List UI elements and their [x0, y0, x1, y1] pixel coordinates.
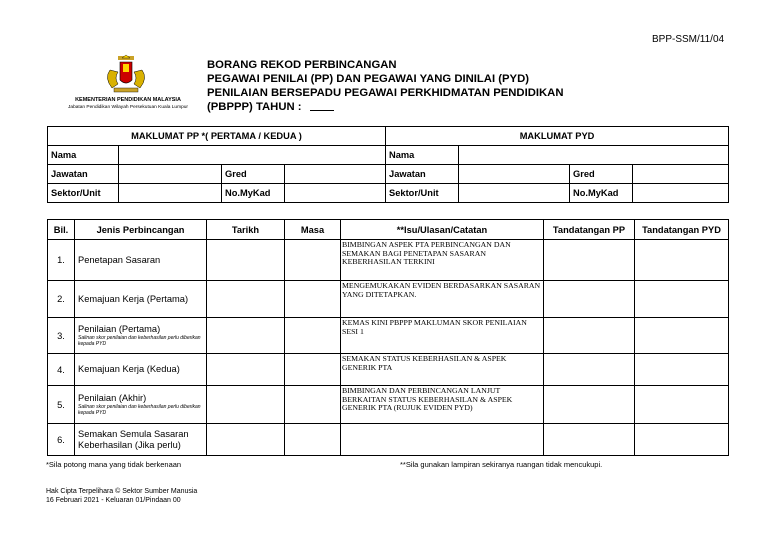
pyd-info-header: MAKLUMAT PYD [386, 127, 729, 146]
topic-label: Penilaian (Pertama) [78, 324, 161, 334]
tarikh-field[interactable] [207, 424, 285, 456]
discussion-header-row [48, 220, 729, 240]
row-topic [75, 424, 207, 456]
issue-text[interactable]: SEMAKAN STATUS KEBERHASILAN & ASPEK GENERIK PTA [341, 354, 544, 386]
title-line-4: (PBPPP) TAHUN : [207, 101, 302, 113]
pp-info-header: MAKLUMAT PP *( PERTAMA / KEDUA ) [48, 127, 386, 146]
header-masa: Masa [285, 220, 341, 240]
tarikh-field[interactable] [207, 240, 285, 281]
signature-pyd-field[interactable] [635, 386, 729, 424]
footnote-attachment: **Sila gunakan lampiran sekiranya ruangan tidak mencukupi. [400, 460, 603, 469]
signature-pp-field[interactable] [544, 240, 635, 281]
pyd-sektor-label: Sektor/Unit [386, 184, 459, 203]
discussion-table [47, 219, 729, 456]
row-bil: 4. [48, 354, 75, 386]
row-bil: 5. [48, 386, 75, 424]
row-bil: 3. [48, 318, 75, 354]
signature-pyd-field[interactable] [635, 354, 729, 386]
form-title [207, 58, 564, 114]
copyright-block [46, 487, 197, 505]
topic-label: Penilaian (Akhir) [78, 393, 147, 403]
tarikh-field[interactable] [207, 318, 285, 354]
issue-text[interactable] [341, 424, 544, 456]
title-line-4-wrap [207, 100, 564, 114]
masa-field[interactable] [285, 386, 341, 424]
issue-text[interactable]: KEMAS KINI PBPPP MAKLUMAN SKOR PENILAIAN SESI 1 [341, 318, 544, 354]
pp-nama-label: Nama [48, 146, 119, 165]
pyd-jawatan-label: Jawatan [386, 165, 459, 184]
header-bil: Bil. [48, 220, 75, 240]
row-bil: 2. [48, 281, 75, 318]
topic-note: Salinan skor penilaian dan keberhasilan perlu diberikan kepada PYD [78, 335, 201, 347]
masa-field[interactable] [285, 240, 341, 281]
row-bil: 6. [48, 424, 75, 456]
pp-mykad-field[interactable] [285, 184, 386, 203]
coat-of-arms-logo [96, 54, 156, 98]
pyd-jawatan-field[interactable] [459, 165, 570, 184]
signature-pyd-field[interactable] [635, 318, 729, 354]
topic-label: Penetapan Sasaran [78, 254, 161, 265]
signature-pp-field[interactable] [544, 386, 635, 424]
title-line-2: PEGAWAI PENILAI (PP) DAN PEGAWAI YANG DINILAI (PYD) [207, 73, 529, 85]
row-topic [75, 281, 207, 318]
pp-jawatan-field[interactable] [119, 165, 222, 184]
table-row [48, 424, 729, 456]
masa-field[interactable] [285, 318, 341, 354]
table-row [48, 281, 729, 318]
signature-pyd-field[interactable] [635, 281, 729, 318]
row-topic [75, 318, 207, 354]
pyd-nama-label: Nama [386, 146, 459, 165]
year-blank-field[interactable] [310, 100, 334, 111]
table-row [48, 386, 729, 424]
pp-mykad-label: No.MyKad [222, 184, 285, 203]
document-code: BPP-SSM/11/04 [652, 34, 725, 45]
header-isu: **Isu/Ulasan/Catatan [341, 220, 544, 240]
pp-gred-field[interactable] [285, 165, 386, 184]
pp-gred-label: Gred [222, 165, 285, 184]
table-row [48, 318, 729, 354]
issue-text[interactable]: BIMBINGAN ASPEK PTA PERBINCANGAN DAN SEMAKAN BAGI PENETAPAN SASARAN KEBERHASILAN TERKINI [341, 240, 544, 281]
masa-field[interactable] [285, 424, 341, 456]
title-line-1: BORANG REKOD PERBINCANGAN [207, 59, 397, 71]
pyd-sektor-field[interactable] [459, 184, 570, 203]
topic-note: Salinan skor penilaian dan keberhasilan perlu diberikan kepada PYD [78, 404, 201, 416]
table-row [48, 354, 729, 386]
signature-pyd-field[interactable] [635, 240, 729, 281]
pyd-mykad-label: No.MyKad [570, 184, 633, 203]
issue-text[interactable]: BIMBINGAN DAN PERBINCANGAN LANJUT BERKAITAN STATUS KEBERHASILAN & ASPEK GENERIK PTA (RUJUK EVIDEN PYD) [341, 386, 544, 424]
copyright-line-2: 16 Februari 2021 - Keluaran 01/Pindaan 00 [46, 497, 181, 504]
pp-nama-field[interactable] [119, 146, 386, 165]
row-bil: 1. [48, 240, 75, 281]
topic-label: Kemajuan Kerja (Kedua) [78, 364, 180, 374]
signature-pyd-field[interactable] [635, 424, 729, 456]
header-tandatangan-pyd: Tandatangan PYD [635, 220, 729, 240]
pp-sektor-field[interactable] [119, 184, 222, 203]
title-line-3: PENILAIAN BERSEPADU PEGAWAI PERKHIDMATAN PENDIDIKAN [207, 87, 564, 99]
pp-sektor-label: Sektor/Unit [48, 184, 119, 203]
table-row [48, 240, 729, 281]
department-label: Jabatan Pendidikan Wilayah Persekutuan Kuala Lumpur [68, 105, 188, 110]
pyd-nama-field[interactable] [459, 146, 729, 165]
row-topic [75, 240, 207, 281]
signature-pp-field[interactable] [544, 318, 635, 354]
issue-text[interactable]: MENGEMUKAKAN EVIDEN BERDASARKAN SASARAN YANG DITETAPKAN. [341, 281, 544, 318]
topic-label: Semakan Semula Sasaran Keberhasilan (Jika perlu) [78, 428, 189, 450]
row-topic [75, 386, 207, 424]
pp-jawatan-label: Jawatan [48, 165, 119, 184]
signature-pp-field[interactable] [544, 424, 635, 456]
topic-label: Kemajuan Kerja (Pertama) [78, 293, 189, 304]
pyd-gred-label: Gred [570, 165, 633, 184]
pyd-gred-field[interactable] [633, 165, 729, 184]
ministry-label: KEMENTERIAN PENDIDIKAN MALAYSIA [75, 97, 181, 103]
ministry-name [52, 97, 204, 111]
row-topic [75, 354, 207, 386]
tarikh-field[interactable] [207, 386, 285, 424]
header-tandatangan-pp: Tandatangan PP [544, 220, 635, 240]
masa-field[interactable] [285, 354, 341, 386]
pyd-mykad-field[interactable] [633, 184, 729, 203]
footnote-strike-out: *Sila potong mana yang tidak berkenaan [46, 460, 182, 469]
tarikh-field[interactable] [207, 354, 285, 386]
signature-pp-field[interactable] [544, 354, 635, 386]
signature-pp-field[interactable] [544, 281, 635, 318]
tarikh-field[interactable] [207, 281, 285, 318]
copyright-line-1: Hak Cipta Terpelihara © Sektor Sumber Manusia [46, 488, 198, 495]
masa-field[interactable] [285, 281, 341, 318]
info-table [47, 126, 729, 203]
header-jenis: Jenis Perbincangan [75, 220, 207, 240]
header-tarikh: Tarikh [207, 220, 285, 240]
